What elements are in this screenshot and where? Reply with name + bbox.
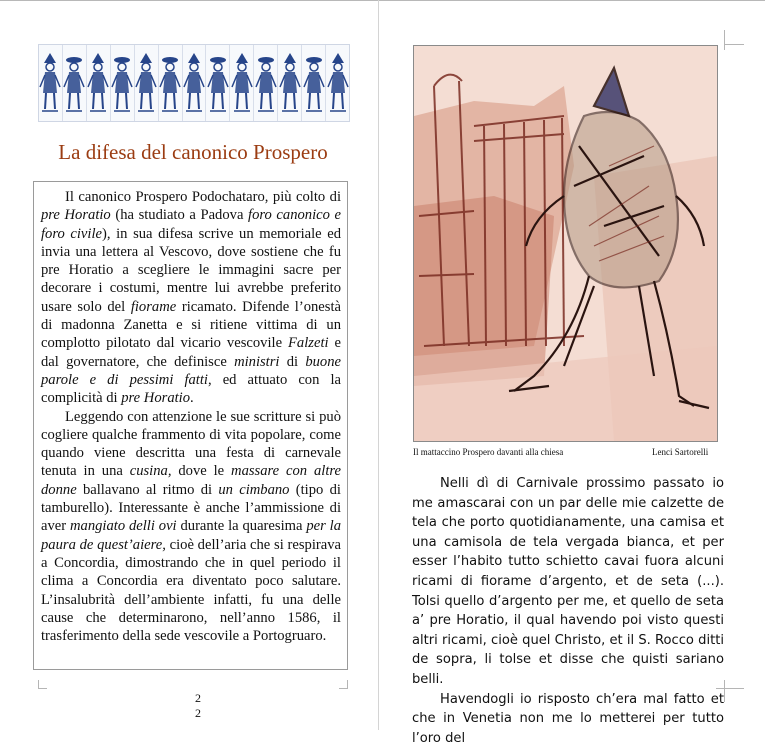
carnival-figure-tile [159, 45, 183, 121]
carnival-figure-icon [111, 51, 133, 115]
carnival-figure-tile [63, 45, 87, 121]
carnival-figure-icon [159, 51, 181, 115]
crop-mark [724, 44, 744, 45]
carnival-figure-tile [230, 45, 254, 121]
carnival-figure-tile [278, 45, 302, 121]
carnival-figure-icon [255, 51, 277, 115]
paragraph: Nelli dì di Carnivale prossimo passato io me amascarai con un par delle mie calzette de tela che porto quotidianamente, una camisa et una camisola de tela vergada bianca, et per esser l’habito tutto schietto cavai fuora alcuni ricami di fiorame d’argento, et de seta (...). Tolsi quello d’argento per me, et quello de seta a’ pre Horatio, il qual havendo poi visto questi altri ricami, cioè quel Christo, et il S. Rocco ditti de sopra, li tolse et disse che quisti sariano belli. [412, 476, 724, 687]
carnival-figure-icon [135, 51, 157, 115]
carnival-figure-icon [183, 51, 205, 115]
paragraph: Il canonico Prospero Podochataro, più colto di pre Horatio (ha studiato a Padova foro canonico e foro civile), in sua difesa scrive un memoriale ed invia una lettera al Vescovo, dove sostiene che fu pre Horatio a scegliere le immagini sacre per decorare i costumi, mentre lui avrebbe preferito usare solo del fiorame ricamato. Difende l’onestà di madonna Zanetta e si ritiene vittima di un complotto pilotato dal vicario vescovile Falzeti e dal governatore, che definisce ministri di buone parole e di pessimi fatti, ed attuato con la complicità di pre Horatio. [41, 189, 342, 407]
carnival-figure-tile [326, 45, 349, 121]
carnival-figure-icon [39, 51, 61, 115]
page-title: La difesa del canonico Prospero [58, 140, 328, 164]
figure-credit: Lenci Sartorelli [652, 447, 709, 457]
carnival-figure-icon [327, 51, 349, 115]
carnival-figure-icon [207, 51, 229, 115]
carnival-figure-tile [206, 45, 230, 121]
carnival-figure-icon [63, 51, 85, 115]
right-column-text [412, 474, 724, 748]
article-text-box [33, 181, 348, 670]
page-divider [378, 0, 379, 730]
crop-mark [724, 680, 725, 702]
sketch-icon [414, 46, 717, 441]
carnival-figure-icon [87, 51, 109, 115]
top-border [0, 0, 765, 1]
carnival-figure-tile [39, 45, 63, 121]
figure-caption: Il mattaccino Prospero davanti alla chiesa [413, 447, 564, 457]
paragraph: Leggendo con attenzione le sue scritture si può cogliere qualche frammento di vita popolare, come quando viene descritta una festa di carnevale tenuta in una cusina, dove le massare con altre donne ballavano al ritmo di un cimbano (tipo di tamburello). Interessante è anche l’ammissione di aver mangiato delli ovi durante la quaresima per la paura de quest’aiere, cioè dell’aria che si respirava a Concordia, dimostrando che in quel periodo il clima a Concordia era diventato poco salutare. L’insalubrità dell’ambiente infatti, fu una delle cause che determinarono, nell’anno 1586, il trasferimento della sede vescovile a Portogruaro. [41, 408, 341, 645]
carnival-figure-icon [279, 51, 301, 115]
crop-mark [38, 688, 47, 689]
carnival-figure-tile [135, 45, 159, 121]
carnival-figure-tile [87, 45, 111, 121]
crop-mark [724, 30, 725, 50]
page-number: 2 [195, 706, 201, 720]
crop-mark [339, 688, 348, 689]
paragraph: Havendogli io risposto ch’era mal fatto et che in Venetia non me lo metterei per tutto l’oro del [412, 691, 724, 746]
carnival-banner [38, 44, 350, 122]
carnival-figure-icon [303, 51, 325, 115]
sketch-illustration [413, 45, 718, 442]
carnival-figure-tile [302, 45, 326, 121]
carnival-figure-tile [111, 45, 135, 121]
page-number: 2 [195, 691, 201, 705]
carnival-figure-tile [254, 45, 278, 121]
carnival-figure-icon [231, 51, 253, 115]
carnival-figure-tile [183, 45, 207, 121]
